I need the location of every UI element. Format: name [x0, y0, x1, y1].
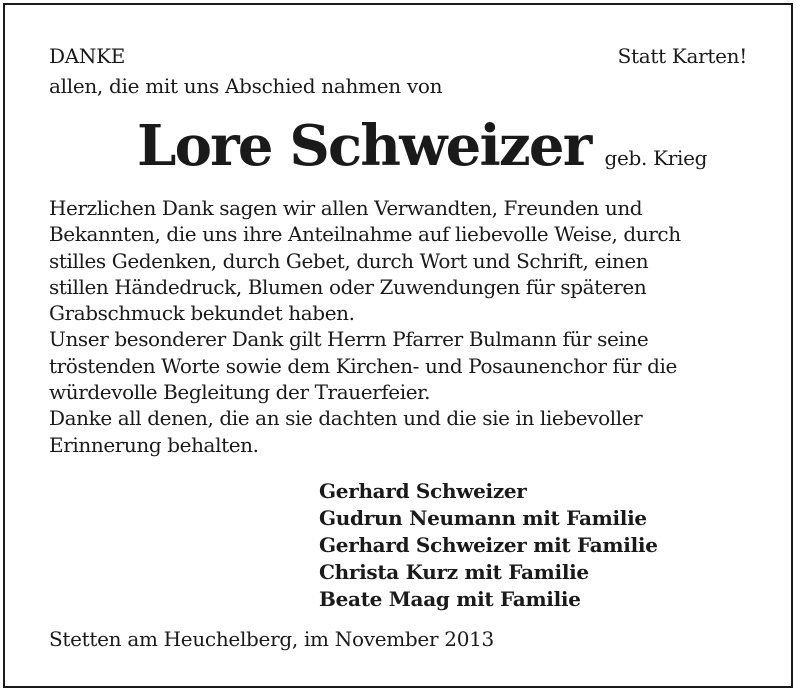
signers-list: [319, 478, 658, 613]
thanks-message: [49, 195, 769, 458]
maiden-name: geb. Krieg: [604, 146, 708, 170]
header-block: [49, 41, 442, 101]
message-line: Herzlichen Dank sagen wir allen Verwandten, Freunden und: [49, 196, 643, 220]
message-line: tröstenden Worte sowie dem Kirchen- und Posaunenchor für die: [49, 353, 677, 378]
message-line: Unser besonderer Dank gilt Herrn Pfarrer Bulmann für seine: [49, 327, 649, 352]
message-line: Bekannten, die uns ihre Anteilnahme auf liebevolle Weise, durch: [49, 222, 681, 247]
place-date: Stetten am Heuchelberg, im November 2013: [49, 627, 494, 651]
signer-name: Gudrun Neumann mit Familie: [319, 506, 647, 530]
message-line: würdevolle Begleitung der Trauerfeier.: [49, 380, 431, 405]
thanks-heading: DANKE: [49, 44, 126, 68]
intro-line: allen, die mit uns Abschied nahmen von: [49, 74, 443, 98]
signer-name: Gerhard Schweizer: [319, 479, 527, 503]
deceased-name: Lore Schweizer: [137, 113, 591, 179]
deceased-name-line: [137, 111, 707, 181]
message-line: stilles Gedenken, durch Gebet, durch Wort und Schrift, einen: [49, 248, 649, 273]
statt-karten-note: Statt Karten!: [617, 44, 747, 68]
signer-name: Christa Kurz mit Familie: [319, 560, 589, 584]
message-line: Danke all denen, die an sie dachten und die sie in liebevoller: [49, 406, 643, 431]
message-line: stillen Händedruck, Blumen oder Zuwendungen für späteren: [49, 274, 647, 299]
signer-name: Gerhard Schweizer mit Familie: [319, 533, 658, 557]
message-line: Erinnerung behalten.: [49, 432, 259, 457]
obituary-notice: [3, 3, 793, 688]
signer-name: Beate Maag mit Familie: [319, 587, 581, 611]
message-line: Grabschmuck bekundet haben.: [49, 301, 355, 326]
